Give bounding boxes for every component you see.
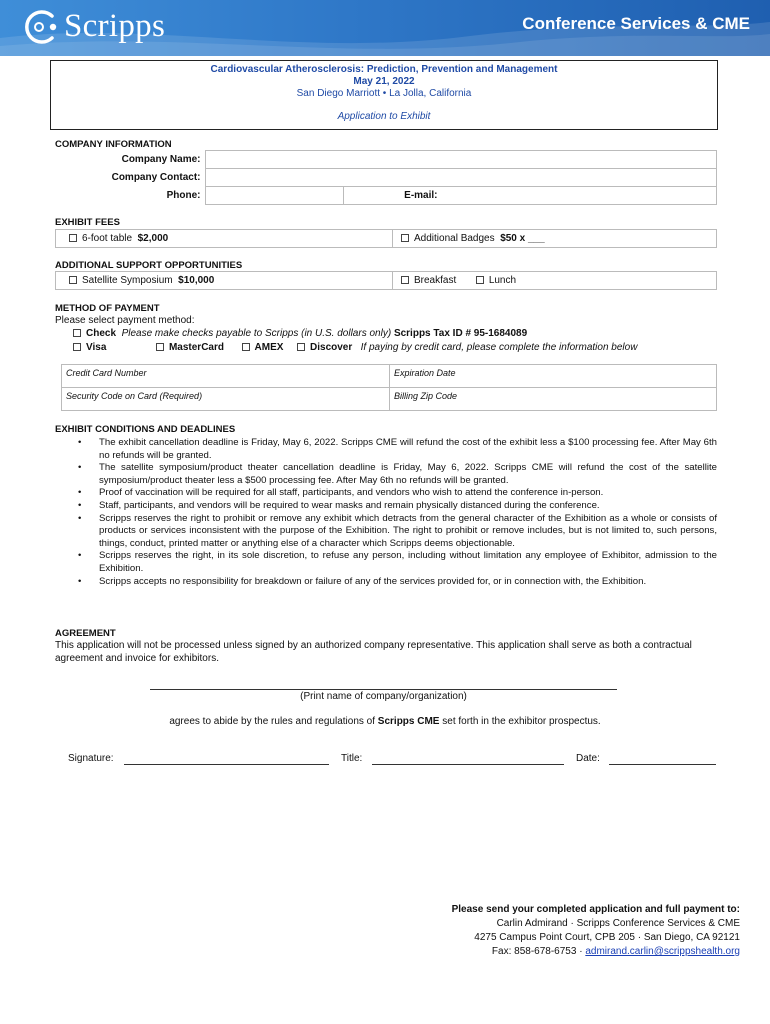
company-info-table xyxy=(55,150,717,205)
card-number-label: Credit Card Number xyxy=(66,368,147,378)
title-line[interactable] xyxy=(372,752,564,765)
phone-field[interactable] xyxy=(205,187,343,205)
expiration-label: Expiration Date xyxy=(394,368,456,378)
company-contact-field[interactable] xyxy=(205,169,717,187)
satellite-symposium-checkbox[interactable] xyxy=(69,276,77,284)
email-link[interactable]: admirand.carlin@scrippshealth.org xyxy=(585,946,740,957)
meal-options xyxy=(393,272,717,290)
check-checkbox[interactable] xyxy=(73,329,81,337)
card-note: If paying by credit card, please complete the information below xyxy=(360,342,638,353)
event-name: Cardiovascular Atherosclerosis: Prediction, Prevention and Management xyxy=(210,64,558,75)
print-name-label: (Print name of company/organization) xyxy=(300,691,467,702)
additional-badges-price: $50 x ___ xyxy=(500,233,545,244)
exhibit-fees-table xyxy=(55,229,717,248)
fax-number: Fax: 858-678-6753 · xyxy=(491,946,583,957)
check-note: Please make checks payable to Scripps (in U.S. dollars only) xyxy=(121,328,392,339)
conditions-heading: EXHIBIT CONDITIONS AND DEADLINES xyxy=(55,424,236,435)
check-label: Check xyxy=(86,328,117,339)
scripps-logo xyxy=(22,8,165,45)
company-name-field[interactable] xyxy=(205,151,717,169)
email-label: E-mail: xyxy=(404,190,438,201)
amex-checkbox[interactable] xyxy=(242,343,250,351)
six-foot-table-option[interactable] xyxy=(56,230,393,248)
agreement-heading: AGREEMENT xyxy=(55,628,116,639)
support-table xyxy=(55,271,717,290)
mailing-heading: Please send your completed application and full payment to: xyxy=(451,904,740,915)
security-code-field[interactable] xyxy=(62,388,390,411)
support-heading: ADDITIONAL SUPPORT OPPORTUNITIES xyxy=(55,260,243,271)
six-foot-table-price: $2,000 xyxy=(137,233,169,244)
scripps-logo-icon xyxy=(22,9,58,45)
header-banner xyxy=(0,0,770,56)
six-foot-table-label: 6-foot table xyxy=(82,233,133,244)
signature-label: Signature: xyxy=(68,753,114,764)
tax-id: Scripps Tax ID # 95-1684089 xyxy=(393,328,528,339)
title-label: Title: xyxy=(341,753,363,764)
company-name-signature-line[interactable] xyxy=(150,676,617,690)
event-location: San Diego Marriott • La Jolla, California xyxy=(296,88,472,99)
condition-item: • Proof of vaccination will be required for all staff, participants, and vendors who wish to attend the conference in-person. xyxy=(99,487,717,500)
condition-item: • Scripps accepts no responsibility for breakdown or failure of any of the services provided for, or in connection with, the Exhibition. xyxy=(99,576,717,589)
lunch-checkbox[interactable] xyxy=(476,276,484,284)
mailing-fax-email xyxy=(452,945,740,959)
logo-text: Scripps xyxy=(64,8,166,44)
abide-text-post: set forth in the exhibitor prospectus. xyxy=(442,716,601,727)
check-row xyxy=(73,328,527,339)
billing-zip-label: Billing Zip Code xyxy=(394,391,458,401)
mastercard-label: MasterCard xyxy=(168,342,224,353)
abide-org: Scripps CME xyxy=(377,716,440,727)
mailing-address: 4275 Campus Point Court, CPB 205 · San Diego, CA 92121 xyxy=(474,932,740,943)
abide-text-pre: agrees to abide by the rules and regulations of xyxy=(169,716,376,727)
billing-zip-field[interactable] xyxy=(390,388,717,411)
company-info-heading: COMPANY INFORMATION xyxy=(55,139,172,150)
six-foot-table-checkbox[interactable] xyxy=(69,234,77,242)
credit-card-table xyxy=(61,364,717,411)
discover-label: Discover xyxy=(310,342,353,353)
card-number-field[interactable] xyxy=(62,365,390,388)
expiration-field[interactable] xyxy=(390,365,717,388)
mailing-info xyxy=(452,903,740,959)
visa-label: Visa xyxy=(86,342,107,353)
condition-item: • Staff, participants, and vendors will be required to wear masks and remain physically distanced during the conference. xyxy=(99,500,717,513)
amex-label: AMEX xyxy=(254,342,284,353)
additional-badges-checkbox[interactable] xyxy=(401,234,409,242)
breakfast-label: Breakfast xyxy=(414,275,457,286)
date-label: Date: xyxy=(576,753,600,764)
condition-item: • Scripps reserves the right to prohibit or remove any exhibit which detracts from the general character of the Exhibition as a whole or consists of products or services inconsistent with the purpose of the Exhibition. The right to prohibit or remove includes, but is not limited to, such persons, things, conduct, printed matter or anything else of a character which Scripps deems objectionable. xyxy=(99,513,717,551)
satellite-symposium-label: Satellite Symposium xyxy=(82,275,173,286)
payment-instruction: Please select payment method: xyxy=(55,315,195,326)
event-title-box xyxy=(50,60,718,130)
visa-checkbox[interactable] xyxy=(73,343,81,351)
abide-statement xyxy=(0,716,770,727)
date-line[interactable] xyxy=(609,752,716,765)
form-subtitle: Application to Exhibit xyxy=(337,111,431,122)
banner-title: Conference Services & CME xyxy=(522,14,750,33)
company-contact-label: Company Contact: xyxy=(111,172,201,183)
additional-badges-label: Additional Badges xyxy=(414,233,495,244)
mastercard-checkbox[interactable] xyxy=(156,343,164,351)
condition-item: • Scripps reserves the right, in its sole discretion, to refuse any person, including without limitation any employee of Exhibitor, admission to the Exhibition. xyxy=(99,550,717,575)
conditions-list xyxy=(99,437,717,588)
phone-label: Phone: xyxy=(166,190,201,201)
satellite-symposium-option[interactable] xyxy=(56,272,393,290)
additional-badges-option[interactable] xyxy=(393,230,717,248)
card-type-row xyxy=(73,342,733,353)
condition-item: • The satellite symposium/product theater cancellation deadline is Friday, May 6, 2022. Scripps CME will refund the cost of the satellite symposium/product theater less a $500 processing fee. After May 6th no refunds will be granted. xyxy=(99,462,717,487)
agreement-text: This application will not be processed unless signed by an authorized company representative. This application shall serve as both a contractual agreement and invoice for exhibitors. xyxy=(55,640,692,664)
breakfast-checkbox[interactable] xyxy=(401,276,409,284)
discover-checkbox[interactable] xyxy=(297,343,305,351)
exhibit-fees-heading: EXHIBIT FEES xyxy=(55,217,120,228)
satellite-symposium-price: $10,000 xyxy=(178,275,215,286)
security-code-label: Security Code on Card (Required) xyxy=(66,391,203,401)
event-date: May 21, 2022 xyxy=(353,76,415,87)
lunch-label: Lunch xyxy=(488,275,517,286)
signature-line[interactable] xyxy=(124,752,329,765)
payment-heading: METHOD OF PAYMENT xyxy=(55,303,160,314)
company-name-label: Company Name: xyxy=(121,154,201,165)
email-field[interactable] xyxy=(343,187,717,205)
condition-item: • The exhibit cancellation deadline is Friday, May 6, 2022. Scripps CME will refund the cost of the exhibit less a $100 processing fee. After May 6th no refunds will be granted. xyxy=(99,437,717,462)
mailing-contact: Carlin Admirand · Scripps Conference Services & CME xyxy=(496,918,740,929)
